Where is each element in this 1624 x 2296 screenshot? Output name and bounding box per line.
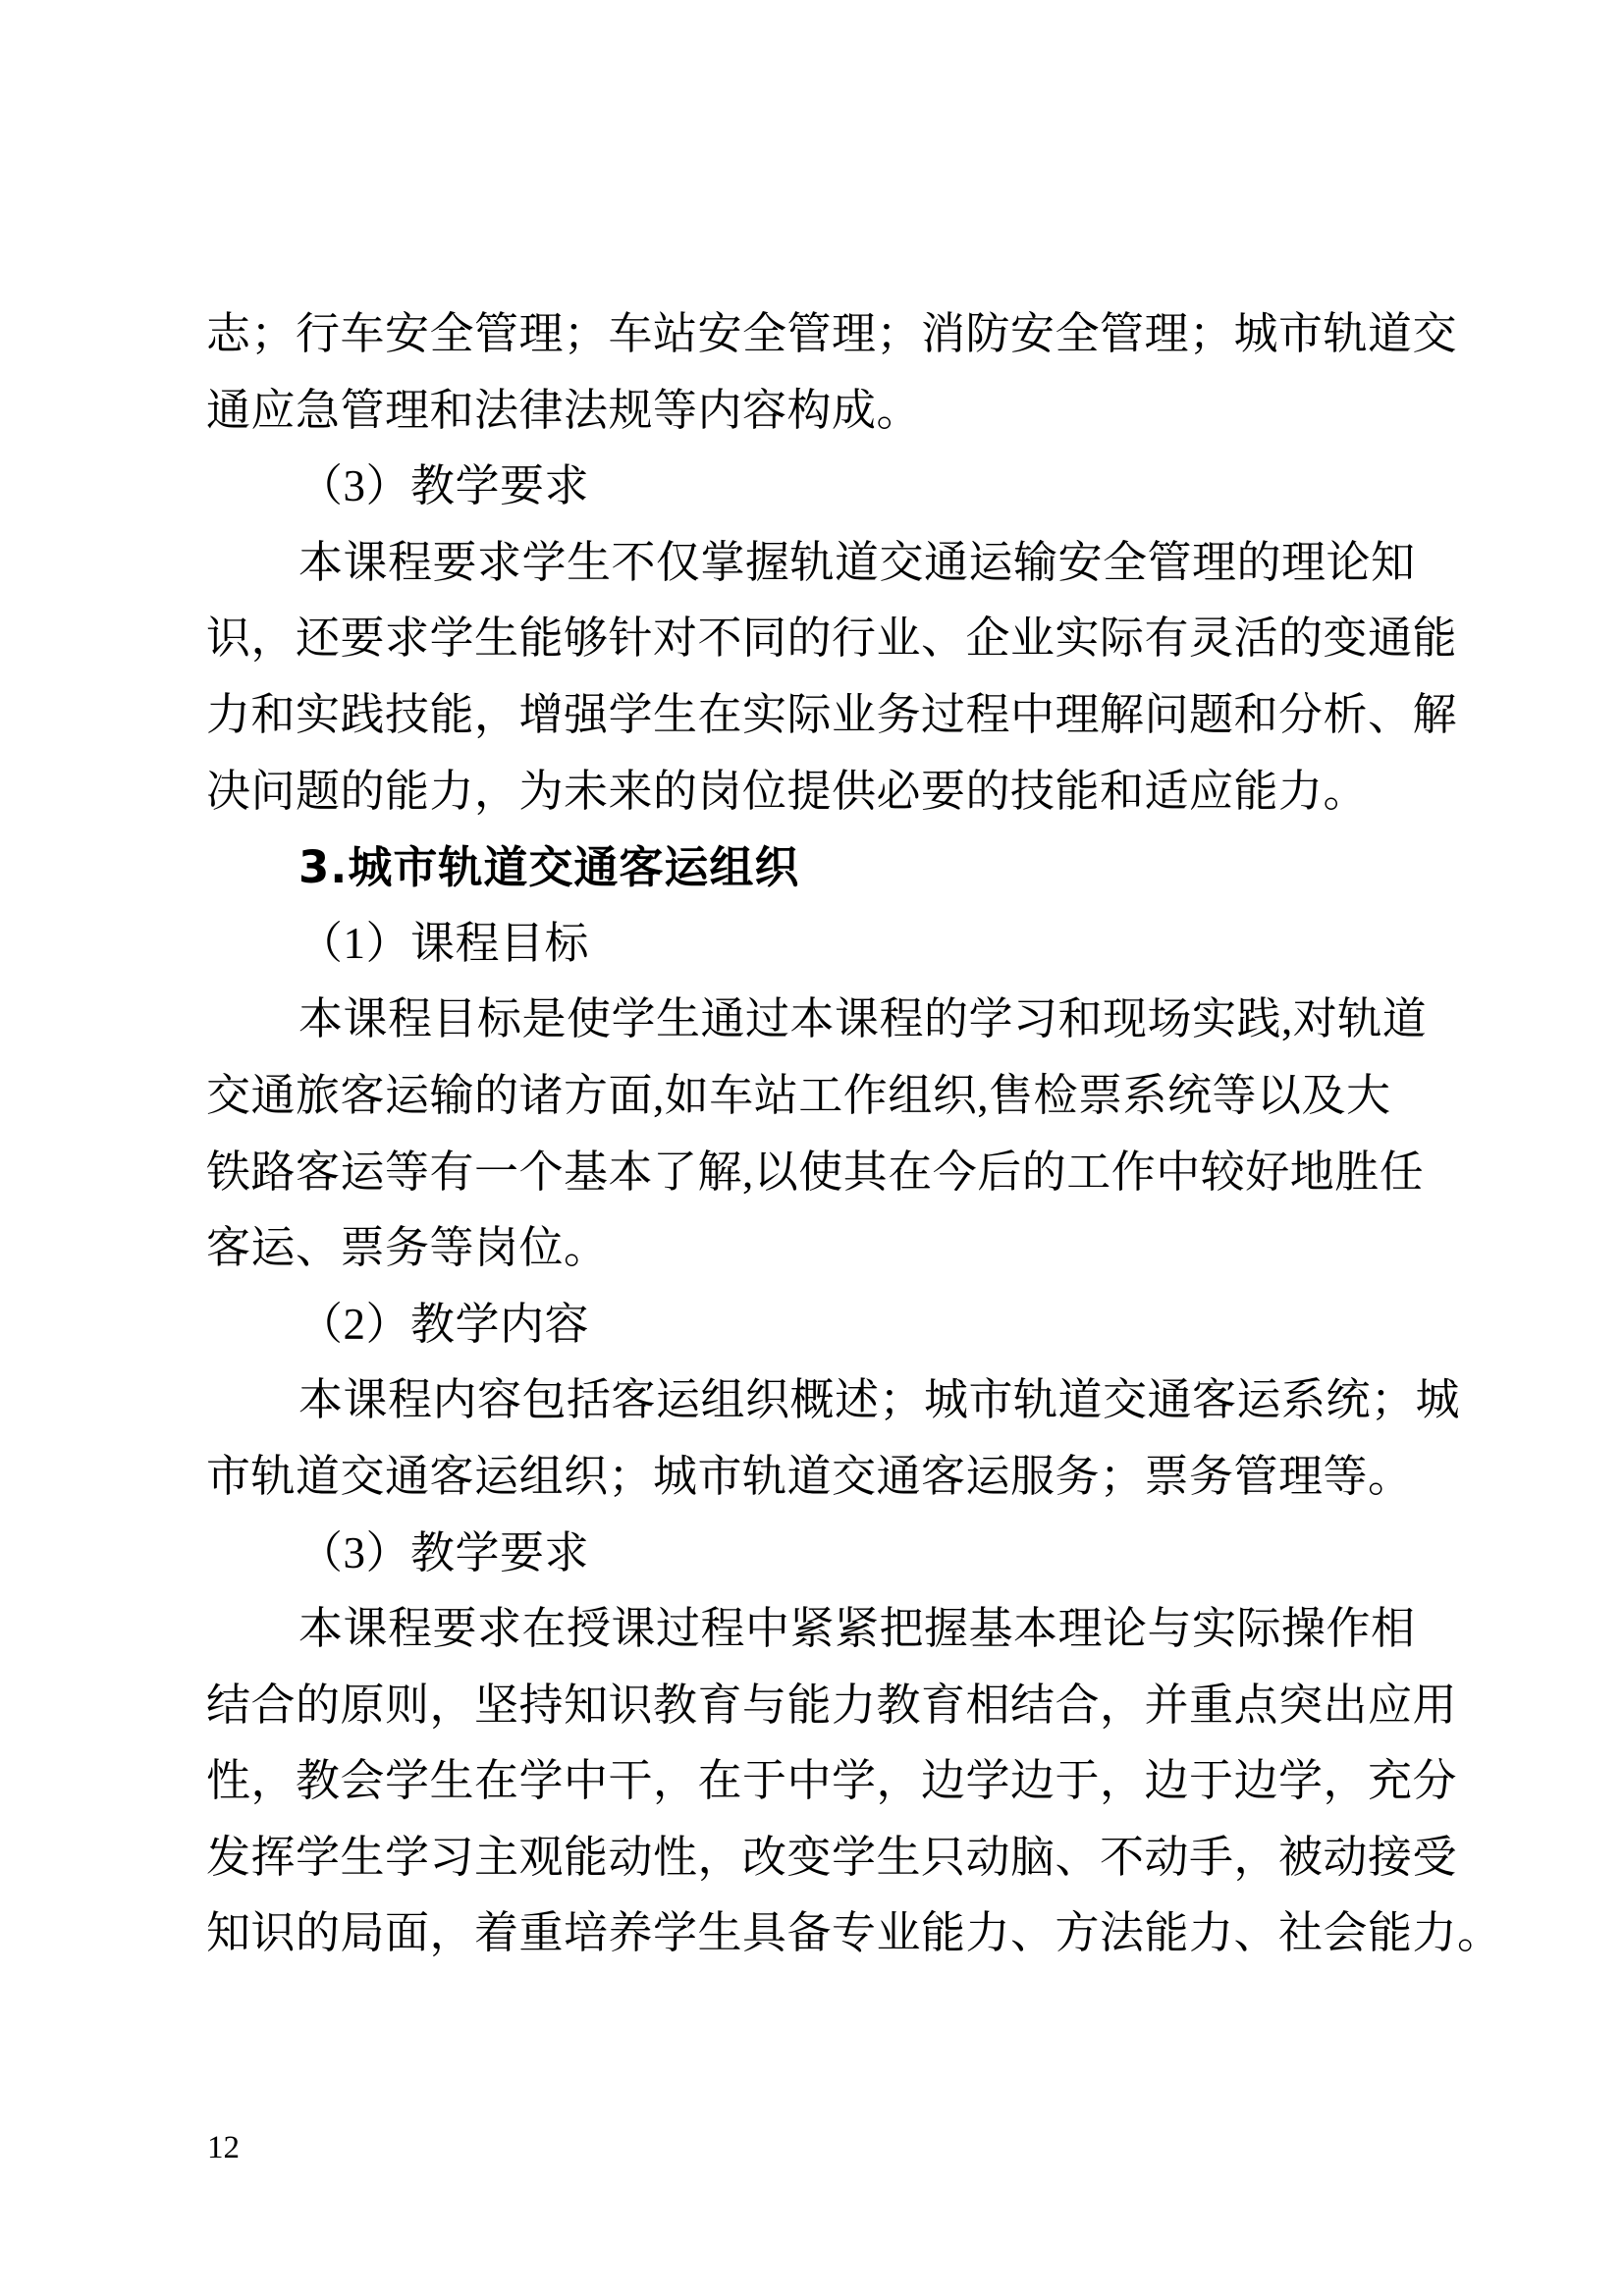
text-line: 铁路客运等有一个基本了解,以使其在今后的工作中较好地胜任 — [206, 1147, 1425, 1197]
document-body — [206, 296, 1502, 1972]
subheading-3-teaching-requirements-second: （3）教学要求 — [298, 1527, 590, 1577]
subheading-3-teaching-requirements: （3）教学要求 — [298, 461, 590, 511]
text-line: 力和实践技能，增强学生在实际业务过程中理解问题和分析、解 — [206, 689, 1458, 739]
paragraph-first-line: 本课程内容包括客运组织概述；城市轨道交通客运系统；城 — [298, 1375, 1461, 1425]
text-line: 志；行车安全管理；车站安全管理；消防安全管理；城市轨道交 — [206, 309, 1458, 358]
text-line: 发挥学生学习主观能动性，改变学生只动脑、不动手，被动接受 — [206, 1832, 1458, 1882]
paragraph-first-line: 本课程要求学生不仅掌握轨道交通运输安全管理的理论知 — [298, 537, 1416, 587]
text-line: 市轨道交通客运组织；城市轨道交通客运服务；票务管理等。 — [206, 1451, 1413, 1501]
page-number: 12 — [207, 2130, 240, 2165]
text-line: 结合的原则，坚持知识教育与能力教育相结合，并重点突出应用 — [206, 1680, 1458, 1730]
text-line: 知识的局面，着重培养学生具备专业能力、方法能力、社会能力。 — [206, 1908, 1502, 1958]
text-line: 交通旅客运输的诸方面,如车站工作组织,售检票系统等以及大 — [206, 1070, 1391, 1120]
text-line: 性，教会学生在学中干，在于中学，边学边于，边于边学，充分 — [206, 1756, 1458, 1806]
paragraph-first-line: 本课程要求在授课过程中紧紧把握基本理论与实际操作相 — [298, 1604, 1416, 1654]
subheading-2-teaching-content: （2）教学内容 — [298, 1299, 590, 1349]
text-line: 识，还要求学生能够针对不同的行业、企业实际有灵活的变通能 — [206, 614, 1458, 664]
text-line: 通应急管理和法律法规等内容构成。 — [206, 385, 922, 435]
text-line: 客运、票务等岗位。 — [206, 1223, 609, 1273]
subheading-1-course-objectives: （1）课程目标 — [298, 918, 590, 968]
text-line: 决问题的能力，为未来的岗位提供必要的技能和适应能力。 — [206, 766, 1369, 816]
section-heading-passenger-transport-organization: 3.城市轨道交通客运组织 — [298, 841, 800, 894]
paragraph-first-line: 本课程目标是使学生通过本课程的学习和现场实践,对轨道 — [298, 994, 1428, 1044]
